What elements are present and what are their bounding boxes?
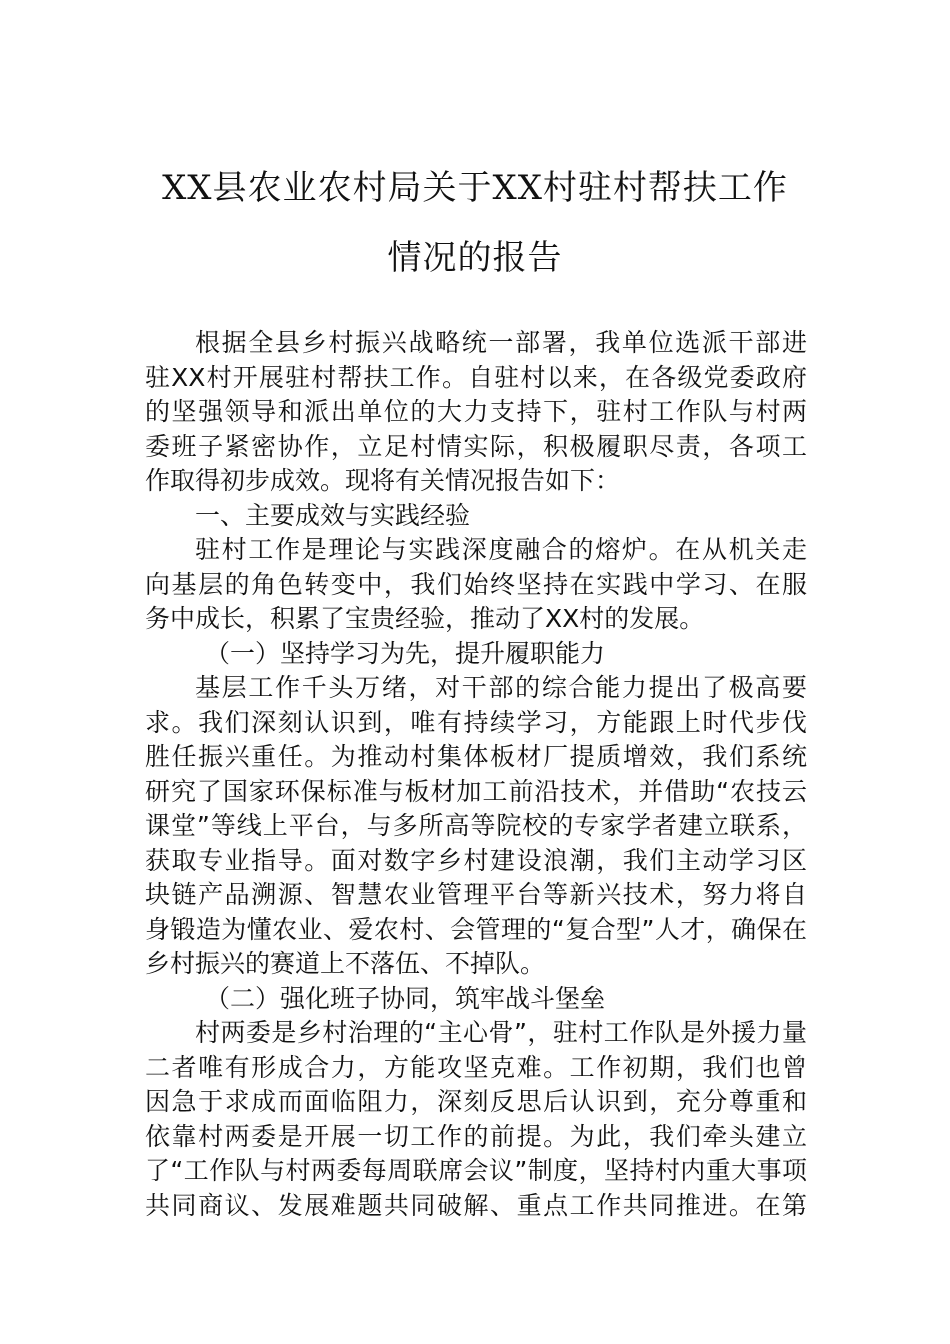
body-text-line: 因急于求成而面临阻力，深刻反思后认识到，充分尊重和	[145, 1087, 807, 1116]
document-title-line-2: 情况的报告	[387, 238, 563, 278]
body-text-line: 求。我们深刻认识到，唯有持续学习，方能跟上时代步伐	[145, 707, 807, 737]
section-heading: 一、主要成效与实践经验	[195, 500, 471, 530]
body-text-line: 作取得初步成效。现将有关情况报告如下：	[145, 466, 621, 495]
section-heading: （二）强化班子协同，筑牢战斗堡垒	[205, 983, 606, 1013]
document-title-line-1: XX县农业农村局关于XX村驻村帮扶工作	[162, 168, 788, 208]
document-body	[145, 326, 807, 1223]
body-text-line: 了“工作队与村两委每周联席会议”制度，坚持村内重大事项	[145, 1156, 807, 1185]
body-text-line: 课堂”等线上平台，与多所高等院校的专家学者建立联系，	[145, 811, 807, 840]
body-text-line: 胜任振兴重任。为推动村集体板材厂提质增效，我们系统	[145, 742, 807, 771]
body-text-line: 块链产品溯源、智慧农业管理平台等新兴技术，努力将自	[145, 880, 807, 909]
body-text-line: 乡村振兴的赛道上不落伍、不掉队。	[145, 949, 546, 978]
body-text-line: 基层工作千头万绪，对干部的综合能力提出了极高要	[195, 673, 807, 702]
body-text-line: 向基层的角色转变中，我们始终坚持在实践中学习、在服	[145, 569, 807, 599]
body-text-line: 二者唯有形成合力，方能攻坚克难。工作初期，我们也曾	[145, 1052, 807, 1082]
body-text-line: 共同商议、发展难题共同破解、重点工作共同推进。在第	[145, 1190, 807, 1220]
body-text-line: 身锻造为懂农业、爱农村、会管理的“复合型”人才，确保在	[145, 914, 807, 944]
body-text-line: 驻村工作是理论与实践深度融合的熔炉。在从机关走	[195, 535, 807, 564]
body-text-line: 务中成长，积累了宝贵经验，推动了XX村的发展。	[145, 604, 705, 633]
body-text-line: 委班子紧密协作，立足村情实际，积极履职尽责，各项工	[145, 431, 807, 461]
body-text-line: 驻XX村开展驻村帮扶工作。自驻村以来，在各级党委政府	[145, 362, 807, 392]
body-text-line: 依靠村两委是开展一切工作的前提。为此，我们牵头建立	[145, 1121, 807, 1151]
body-text-line: 获取专业指导。面对数字乡村建设浪潮，我们主动学习区	[145, 845, 807, 875]
body-text-line: 的坚强领导和派出单位的大力支持下，驻村工作队与村两	[145, 397, 807, 426]
body-text-line: 研究了国家环保标准与板材加工前沿技术，并借助“农技云	[145, 776, 807, 806]
body-text-line: 村两委是乡村治理的“主心骨”，驻村工作队是外援力量	[195, 1018, 807, 1047]
body-text-line: 根据全县乡村振兴战略统一部署，我单位选派干部进	[195, 328, 807, 357]
section-heading: （一）坚持学习为先，提升履职能力	[205, 638, 606, 668]
